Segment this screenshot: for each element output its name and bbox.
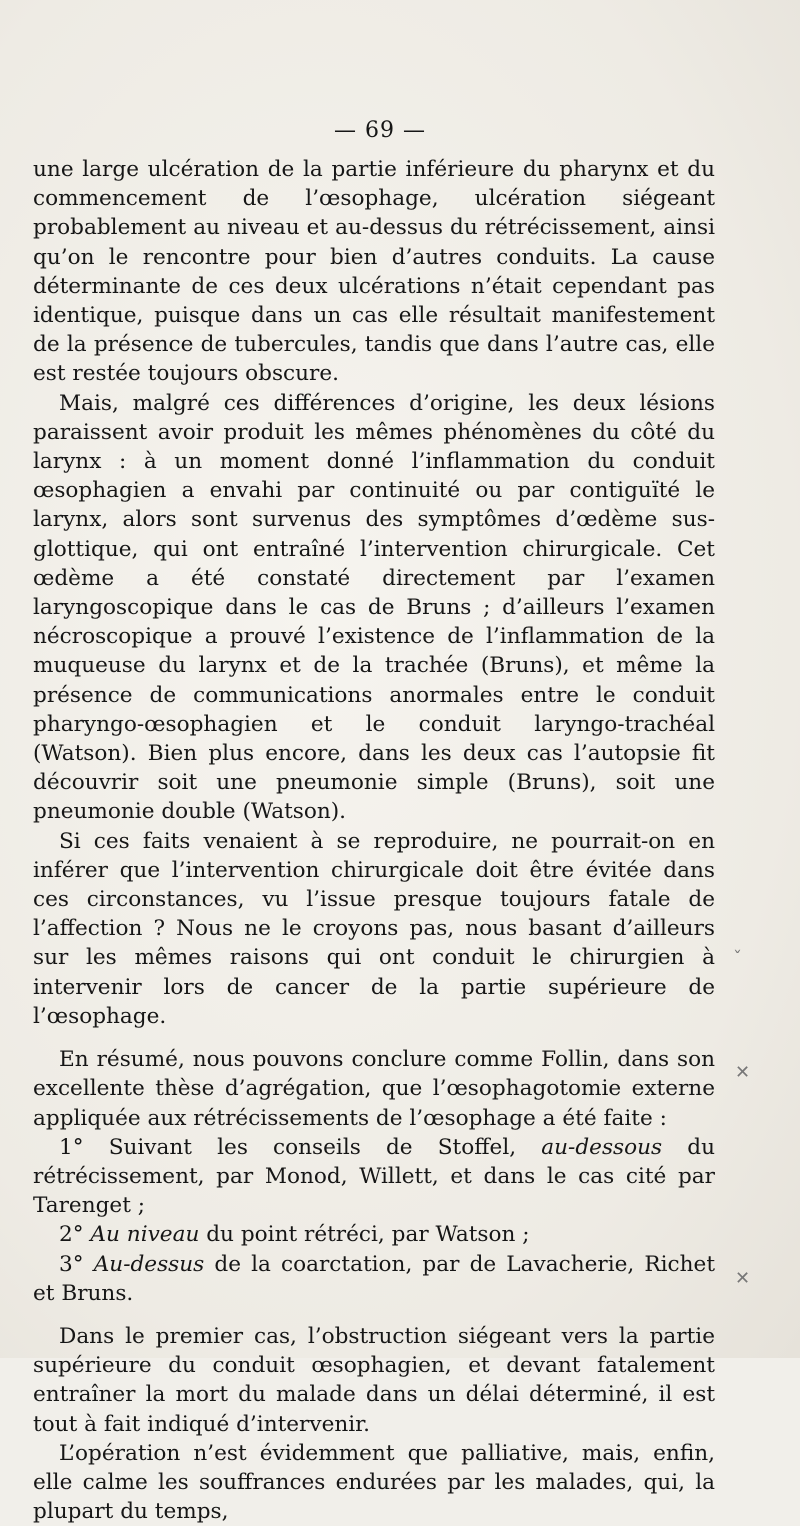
paragraph-6: L’opération n’est évidemment que palliative, mais, enfin, elle calme les souffrances endurées par les malades, qui, la plupart du temps, [33,1440,715,1525]
page-number: — 69 — [334,118,426,143]
list-text-italic: Au niveau [90,1222,200,1248]
paragraph-3: Si ces faits venaient à se reproduire, ne pourrait-on en inférer que l’intervention chirurgicale doit être évitée dans ces circonstances, vu l’issue presque toujours fatale de l’affection ? Nous ne le croyons pas, nous basant d’ailleurs sur les mêmes raisons qui ont conduit le chirurgien à intervenir lors de cancer de la partie supérieure de l’œsophage. [33,828,715,1029]
paragraph-5: Dans le premier cas, l’obstruction siégeant vers la partie supérieure du conduit œsophagien, et devant fatalement entraîner la mort du malade dans un délai déterminé, il est tout à fait indiqué d’intervenir. [33,1323,715,1437]
list-item-2 [33,1220,715,1249]
list-text-italic: Au-dessus [93,1251,205,1277]
list-text-pre [84,1252,94,1277]
list-number: 3° [59,1251,84,1277]
paragraph-1: une large ulcération de la partie inférieure du pharynx et du commencement de l’œsophage, ulcération siégeant probablement au niveau et au-dessus du rétrécissement, ainsi qu’on le rencontre pour bien d’autres conduits. La cause déterminante de ces deux ulcérations n’était cependant pas identique, puisque dans un cas elle résultait manifestement de la présence de tubercules, tandis que dans l’autre cas, elle est restée toujours obscure. [33,157,715,387]
paragraph-2: Mais, malgré ces différences d’origine, les deux lésions paraissent avoir produit les mêmes phénomènes du côté du larynx : à un moment donné l’inflammation du conduit œsophagien a envahi par continuité ou par contiguïté le larynx, alors sont survenus des symptômes d’œdème sus-glottique, qui ont entraîné l’intervention chirurgicale. Cet œdème a été constaté directement par l’examen laryngoscopique dans le cas de Bruns ; d’ailleurs l’examen nécroscopique a prouvé l’existence de l’inflammation de la muqueuse du larynx et de la trachée (Bruns), et même la présence de communications anormales entre le conduit pharyngo-œsophagien et le conduit laryngo-trachéal (Watson). Bien plus encore, dans les deux cas l’autopsie fit découvrir soit une pneumonie simple (Bruns), soit une pneumonie double (Watson). [33,390,715,825]
list-number: 1° [59,1134,84,1160]
margin-mark: ˇ [733,948,742,969]
body-text [33,155,715,1526]
list-text-post: du point rétréci, par Watson ; [199,1222,530,1248]
list-text-post: du rétrécissement, par Monod, Willett, et dans le cas cité par Tarenget ; [33,1134,715,1219]
paragraph-4: En résumé, nous pouvons conclure comme Follin, dans son excellente thèse d’agrégation, que l’œsophagotomie externe appliquée aux rétrécissements de l’œsophage a été faite : [33,1047,715,1131]
list-number: 2° [59,1222,84,1248]
list-text-pre: Suivant les conseils de Stoffel, [83,1134,542,1160]
margin-mark: ✕ [735,1062,751,1083]
margin-mark: ✕ [735,1268,751,1289]
list-text-post: de la coarctation, par de Lavacherie, Richet et Bruns. [33,1251,716,1306]
list-item-3 [33,1250,715,1308]
list-item-1 [33,1133,715,1221]
list-text-italic: au-dessous [541,1134,663,1160]
